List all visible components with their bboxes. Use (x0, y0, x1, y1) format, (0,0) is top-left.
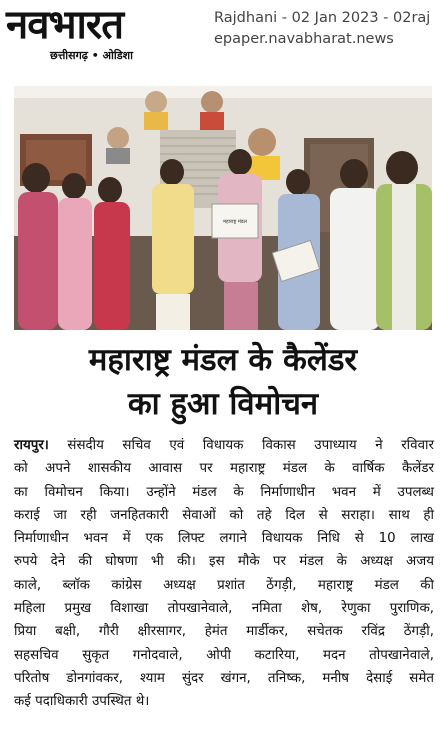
edition-date: Rajdhani - 02 Jan 2023 - 02raj (214, 10, 431, 26)
article-body (14, 434, 434, 714)
dateline: रायपुर। (14, 438, 49, 453)
logo-text: नवभारत (6, 2, 124, 48)
calendar-label: महाराष्ट्र मंडल (223, 219, 247, 225)
logo-subtitle: छत्तीसगढ़ • ओडिशा (50, 49, 133, 62)
article-line: सहसचिव सुकृत गनोदवाले, ओपी कटारिया, मदन तोपखानेवाले, (14, 647, 434, 663)
headline-line-1: महाराष्ट्र मंडल के कैलेंडर (88, 342, 358, 378)
headline-line-2: का हुआ विमोचन (127, 386, 319, 422)
news-photo (14, 86, 432, 330)
headline (14, 338, 432, 426)
newspaper-logo (6, 4, 202, 68)
article-line: रुपये देने की घोषणा भी की। इस मौके पर मंडल के अध्यक्ष अजय (14, 554, 434, 570)
epaper-url[interactable]: epaper.navabharat.news (214, 31, 394, 47)
article-line: निर्माणाधीन भवन में एक लिफ्ट लगाने विधायक निधि से 10 लाख (14, 531, 434, 547)
article-line: महिला प्रमुख विशाखा तोपखानेवाले, नमिता शेष, रेणुका पुराणिक, (14, 601, 434, 617)
article-line: को अपने शासकीय आवास पर महाराष्ट्र मंडल के वार्षिक कैलेंडर (14, 461, 434, 477)
masthead (0, 0, 448, 78)
edition-info (214, 8, 448, 50)
article-line: रायपुर। संसदीय सचिव एवं विधायक विकास उपाध्याय ने रविवार (14, 438, 434, 453)
article-line: का विमोचन किया। उन्होंने मंडल के निर्माणाधीन भवन में उपलब्ध (14, 484, 434, 500)
article-line: कई पदाधिकारी उपस्थित थे। (14, 694, 150, 710)
article-line: काले, ब्लॉक कांग्रेस अध्यक्ष प्रशांत ठेंगड़ी, महाराष्ट्र मंडल की (14, 577, 434, 593)
article-line: प्रिया बक्षी, गौरी क्षीरसागर, हेमंत मार्डीकर, सचेतक रविंद्र ठेंगड़ी, (14, 624, 434, 640)
article-line: परितोष डोनगांवकर, श्याम सुंदर खंगन, तनिष्क, मनीष देसाई समेत (14, 670, 434, 686)
article-line: कराई जा रही जनहितकारी सेवाओं को तहे दिल से सराहा। साथ ही (14, 507, 434, 523)
